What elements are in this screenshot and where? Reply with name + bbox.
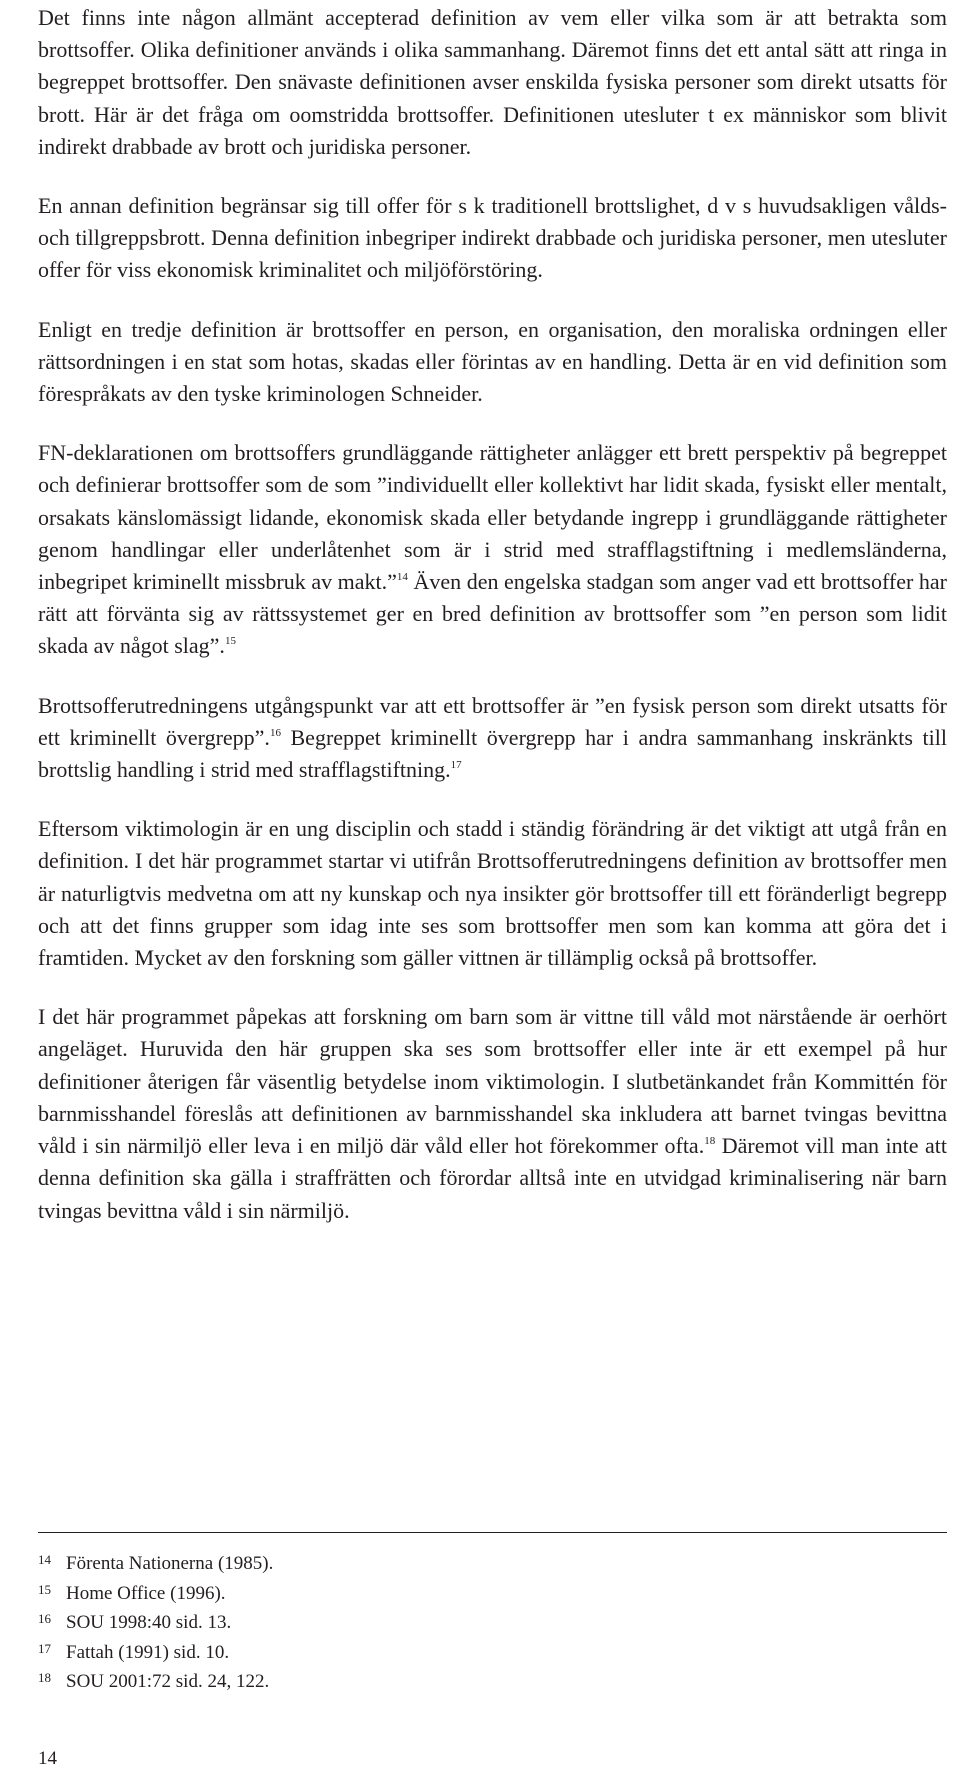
paragraph-text: Däremot vill man inte att denna definition ska gälla i straffrätten och förordar alltså inte en utvidgad kriminalisering när barn tvingas bevittna våld i sin närmiljö.	[38, 1133, 947, 1223]
footnote-number: 18	[38, 1670, 51, 1685]
footnote-number: 17	[38, 1640, 51, 1656]
paragraph-text: FN-deklarationen om brottsoffers grundläggande rättigheter anlägger ett brett perspektiv på begreppet och definierar brottsoffer som de som ”individuellt eller kollektivt har lidit skada, fysiskt eller mentalt, orsakats känslomässigt lidande, ekonomisk skada eller betydande ingrepp i grundläggande rättigheter genom handlingar eller underlåtenhet som är i strid med strafflagstiftning i medlemsländerna, inbegripet kriminellt missbruk av makt.”	[38, 440, 947, 595]
paragraph-text: Även den engelska stadgan som anger vad ett brottsoffer har rätt att förvänta sig av rättssystemet ger en bred definition av brottsoffer som ”en person som lidit skada av något slag”.	[38, 569, 948, 659]
footnote-item	[38, 1668, 947, 1698]
paragraph-text: Enligt en tredje definition är brottsoffer en person, en organisation, den moraliska ordningen eller rättsordningen i en stat som hotas, skadas eller förintas av en handling. Detta är en vid definition som förespråkats av den tyske kriminologen Schneider.	[38, 316, 947, 407]
footnote-text: Förenta Nationerna (1985).	[66, 1553, 274, 1574]
paragraph-text: Brottsofferutredningens utgångspunkt var att ett brottsoffer är ”en fysisk person som direkt utsatts för ett kriminellt övergrepp”.	[38, 692, 947, 750]
footnote-item	[38, 1609, 947, 1639]
footnote-ref: 15	[224, 635, 236, 648]
footnote-text: Fattah (1991) sid. 10.	[66, 1641, 230, 1663]
paragraph-text: Det finns inte någon allmänt accepterad definition av vem eller vilka som är att betrakta som brottsoffer. Olika definitioner används i olika sammanhang. Däremot finns det ett antal sätt att ringa in begreppet brottsoffer. Den snävaste definitionen avser enskilda fysiska personer som direkt utsatts för brott. Här är det fråga om oomstridda brottsoffer. Definitionen utesluter t ex människor som blivit indirekt drabbade av brott och juridiska personer.	[38, 5, 947, 159]
footnote-divider	[38, 1532, 947, 1533]
footnote-ref: 17	[450, 759, 462, 772]
paragraph	[38, 813, 947, 974]
footnote-item	[38, 1550, 947, 1580]
paragraph-text: Begreppet kriminellt övergrepp har i andra sammanhang inskränkts till brottslig handling i strid med strafflagstiftning.	[38, 724, 947, 783]
paragraph-text: En annan definition begränsar sig till offer för s k traditionell brottslighet, d v s huvudsakligen vålds- och tillgreppsbrott. Denna definition inbegriper indirekt drabbade och juridiska personer, men utesluter offer för viss ekonomisk kriminalitet och miljöförstöring.	[38, 193, 947, 283]
footnote-ref: 14	[396, 571, 408, 584]
footnote-number: 14	[38, 1552, 51, 1567]
footnote-text: SOU 1998:40 sid. 13.	[66, 1612, 232, 1633]
footnote-text: SOU 2001:72 sid. 24, 122.	[66, 1671, 270, 1692]
page-number: 14	[38, 1748, 57, 1769]
paragraph	[38, 314, 947, 411]
paragraph	[38, 690, 947, 787]
footnote-ref: 18	[704, 1135, 716, 1148]
footnote-number: 15	[38, 1581, 51, 1597]
body-text	[38, 0, 947, 1254]
paragraph-text: Eftersom viktimologin är en ung disciplin och stadd i ständig förändring är det viktigt att utgå från en definition. I det här programmet startar vi utifrån Brottsofferutredningens definition av brottsoffer men är naturligtvis medvetna om att ny kunskap och nya insikter gör brottsoffer till ett föränderligt begrepp och att det finns grupper som idag inte ses som brottsoffer men som kan komma att göra det i framtiden. Mycket av den forskning som gäller vittnen är tillämplig också på brottsoffer.	[38, 816, 947, 971]
paragraph-text: I det här programmet påpekas att forskning om barn som är vittne till våld mot närstående är oerhört angeläget. Huruvida den här gruppen ska ses som brottsoffer eller inte är ett exempel på hur definitioner återigen får väsentlig betydelse inom viktimologin. I slutbetänkandet från Kommittén för barnmisshandel föreslås att definitionen av barnmisshandel ska inkludera att barnet tvingas bevittna våld i sin närmiljö eller leva i en miljö där våld eller hot förekommer ofta.	[38, 1004, 947, 1159]
footnote-item	[38, 1639, 947, 1669]
paragraph	[38, 2, 947, 163]
footnotes	[38, 1550, 947, 1698]
footnote-number: 16	[38, 1611, 51, 1626]
footnote-item	[38, 1580, 947, 1610]
footnote-ref: 16	[269, 726, 281, 739]
paragraph	[38, 1001, 947, 1226]
footnote-text: Home Office (1996).	[66, 1582, 226, 1604]
paragraph	[38, 437, 947, 662]
paragraph	[38, 190, 947, 287]
